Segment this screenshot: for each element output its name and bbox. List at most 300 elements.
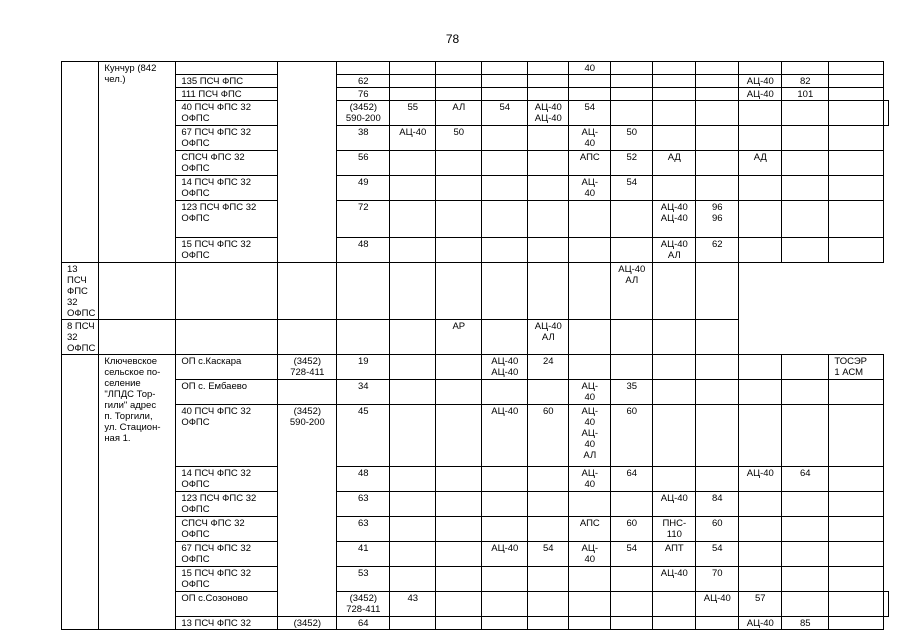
table-row	[62, 617, 889, 630]
table-cell: АЦ- 40	[569, 380, 611, 405]
table-cell	[782, 517, 829, 542]
table-cell	[569, 201, 611, 238]
table-row	[62, 101, 889, 126]
table-cell	[390, 467, 436, 492]
table-row	[62, 405, 889, 467]
table-cell: 96 96	[696, 201, 739, 238]
table-row	[62, 467, 889, 492]
table-cell: АЦ-40	[482, 542, 528, 567]
table-row	[62, 88, 889, 101]
table-cell	[436, 263, 482, 320]
table-row	[62, 62, 889, 75]
table-cell: 53	[337, 567, 390, 592]
table-cell	[436, 238, 482, 263]
table-cell	[829, 592, 884, 617]
table-cell	[569, 567, 611, 592]
table-cell	[337, 62, 390, 75]
table-cell: АЦ-40	[739, 617, 782, 630]
table-cell	[569, 320, 611, 355]
table-cell	[653, 405, 696, 467]
table-cell	[436, 201, 482, 238]
table-cell	[611, 492, 653, 517]
table-cell: 60	[528, 405, 569, 467]
table-cell	[436, 542, 482, 567]
table-cell	[739, 567, 782, 592]
table-cell	[528, 176, 569, 201]
table-cell	[390, 62, 436, 75]
table-cell	[829, 567, 884, 592]
table-cell	[99, 263, 176, 320]
table-cell	[62, 355, 99, 630]
table-cell: АЦ-40 АЦ-40	[528, 101, 569, 126]
table-cell	[696, 467, 739, 492]
table-cell: 64	[782, 467, 829, 492]
table-cell	[482, 263, 528, 320]
table-cell: 60	[611, 517, 653, 542]
table-cell: 54	[611, 176, 653, 201]
table-cell	[436, 75, 482, 88]
table-cell	[739, 542, 782, 567]
table-cell	[829, 101, 884, 126]
table-cell	[528, 263, 569, 320]
table-cell: 50	[436, 126, 482, 151]
table-cell	[884, 592, 889, 617]
table-cell: 63	[337, 517, 390, 542]
table-cell	[653, 176, 696, 201]
table-cell: 67 ПСЧ ФПС 32 ОФПС	[176, 542, 278, 567]
table-cell	[739, 62, 782, 75]
table-cell: АЦ- 40	[569, 467, 611, 492]
table-cell: 82	[782, 75, 829, 88]
table-cell	[829, 126, 884, 151]
table-cell: 8 ПСЧ 32 ОФПС	[62, 320, 99, 355]
table-cell	[782, 151, 829, 176]
table-cell	[390, 542, 436, 567]
table-cell: АЦ-40 АЛ	[653, 238, 696, 263]
table-cell	[611, 238, 653, 263]
table-cell	[436, 88, 482, 101]
table-cell	[696, 617, 739, 630]
table-cell	[611, 88, 653, 101]
fire-units-table	[61, 61, 889, 630]
table-cell: АЦ-40	[482, 405, 528, 467]
table-cell	[528, 567, 569, 592]
table-cell	[829, 88, 884, 101]
table-row	[62, 492, 889, 517]
table-cell	[653, 62, 696, 75]
table-cell	[278, 320, 337, 355]
table-row	[62, 592, 889, 617]
table-cell	[739, 355, 782, 380]
table-cell: АД	[653, 151, 696, 176]
table-cell: 54	[696, 542, 739, 567]
table-row	[62, 263, 889, 320]
table-cell	[829, 238, 884, 263]
table-cell: 48	[337, 238, 390, 263]
table-cell: 85	[782, 617, 829, 630]
table-cell	[390, 320, 436, 355]
table-cell	[390, 617, 436, 630]
table-cell: АПС	[569, 517, 611, 542]
table-row	[62, 380, 889, 405]
table-cell	[611, 355, 653, 380]
table-cell	[696, 75, 739, 88]
table-cell	[390, 517, 436, 542]
table-cell	[528, 517, 569, 542]
table-cell: 84	[696, 492, 739, 517]
table-row	[62, 201, 889, 238]
table-cell	[696, 263, 739, 320]
table-cell: АЦ-40 АЦ-40	[482, 355, 528, 380]
table-cell: 13 ПСЧ ФПС 32 ОФПС	[62, 263, 99, 320]
table-cell	[739, 126, 782, 151]
table-cell	[782, 567, 829, 592]
table-cell: 19	[337, 355, 390, 380]
table-cell: 48	[337, 467, 390, 492]
table-cell: 63	[337, 492, 390, 517]
table-cell	[482, 62, 528, 75]
table-cell	[482, 492, 528, 517]
table-cell	[569, 88, 611, 101]
table-cell: 123 ПСЧ ФПС 32 ОФПС	[176, 201, 278, 238]
table-cell: АЦ- 40	[569, 126, 611, 151]
table-cell	[653, 88, 696, 101]
table-cell	[696, 88, 739, 101]
table-cell	[569, 238, 611, 263]
table-cell	[278, 263, 337, 320]
table-cell: 72	[337, 201, 390, 238]
table-cell: АЦ-40	[653, 492, 696, 517]
table-cell: 56	[337, 151, 390, 176]
table-row	[62, 542, 889, 567]
table-cell: 54	[528, 542, 569, 567]
table-row	[62, 126, 889, 151]
table-cell	[696, 405, 739, 467]
table-cell	[829, 467, 884, 492]
table-cell	[569, 617, 611, 630]
table-cell	[829, 492, 884, 517]
table-cell	[829, 75, 884, 88]
table-cell	[696, 126, 739, 151]
table-cell	[782, 492, 829, 517]
table-cell: 50	[611, 126, 653, 151]
table-cell	[482, 126, 528, 151]
table-cell	[696, 320, 739, 355]
table-cell: (3452)	[278, 617, 337, 630]
table-cell	[611, 62, 653, 75]
table-cell	[436, 517, 482, 542]
table-cell: 70	[696, 567, 739, 592]
table-cell	[528, 62, 569, 75]
table-cell	[782, 542, 829, 567]
table-cell: 111 ПСЧ ФПС	[176, 88, 278, 101]
table-cell	[611, 75, 653, 88]
table-cell	[436, 567, 482, 592]
table-cell: 123 ПСЧ ФПС 32 ОФПС	[176, 492, 278, 517]
table-cell: ПНС- 110	[653, 517, 696, 542]
table-cell: 57	[739, 592, 782, 617]
table-cell: 14 ПСЧ ФПС 32 ОФПС	[176, 467, 278, 492]
table-cell	[436, 467, 482, 492]
table-cell: 24	[528, 355, 569, 380]
table-cell: 62	[337, 75, 390, 88]
table-cell	[739, 380, 782, 405]
table-cell	[739, 101, 782, 126]
table-cell	[739, 492, 782, 517]
table-cell	[482, 592, 528, 617]
table-cell	[390, 176, 436, 201]
table-row	[62, 75, 889, 88]
table-cell	[176, 320, 278, 355]
table-cell: 101	[782, 88, 829, 101]
table-cell	[528, 592, 569, 617]
table-cell: АЦ-40 АЛ	[611, 263, 653, 320]
table-cell: 40 ПСЧ ФПС 32 ОФПС	[176, 405, 278, 467]
table-cell	[528, 126, 569, 151]
table-cell: 62	[696, 238, 739, 263]
table-cell	[782, 62, 829, 75]
table-cell	[653, 320, 696, 355]
table-cell	[653, 617, 696, 630]
table-cell	[569, 75, 611, 88]
table-cell	[696, 151, 739, 176]
table-cell	[569, 355, 611, 380]
table-cell: 64	[337, 617, 390, 630]
table-cell	[653, 467, 696, 492]
table-cell	[739, 201, 782, 238]
table-cell	[696, 101, 739, 126]
table-cell: (3452) 590-200	[278, 405, 337, 617]
table-cell: АЦ-40	[739, 75, 782, 88]
table-cell	[482, 380, 528, 405]
table-cell: АЛ	[436, 101, 482, 126]
table-cell	[176, 263, 278, 320]
table-cell	[653, 126, 696, 151]
table-row	[62, 567, 889, 592]
table-cell	[739, 405, 782, 467]
table-cell: 49	[337, 176, 390, 201]
table-row	[62, 176, 889, 201]
table-cell: 135 ПСЧ ФПС	[176, 75, 278, 88]
table-cell	[528, 467, 569, 492]
table-cell	[829, 405, 884, 467]
table-cell	[337, 263, 390, 320]
table-cell	[739, 176, 782, 201]
table-cell	[884, 101, 889, 126]
table-cell	[569, 592, 611, 617]
table-cell	[436, 592, 482, 617]
table-cell: 34	[337, 380, 390, 405]
table-cell	[782, 355, 829, 380]
table-cell	[782, 405, 829, 467]
table-cell	[782, 592, 829, 617]
table-cell: АЦ-40 АЛ	[528, 320, 569, 355]
table-cell	[390, 75, 436, 88]
table-cell	[436, 151, 482, 176]
table-cell	[528, 617, 569, 630]
table-cell: 67 ПСЧ ФПС 32 ОФПС	[176, 126, 278, 151]
table-cell	[829, 380, 884, 405]
table-cell	[829, 176, 884, 201]
table-cell: 52	[611, 151, 653, 176]
table-cell: 40	[569, 62, 611, 75]
table-cell	[482, 567, 528, 592]
table-cell	[482, 151, 528, 176]
table-cell	[528, 380, 569, 405]
table-cell	[482, 201, 528, 238]
table-cell	[436, 176, 482, 201]
table-cell	[390, 492, 436, 517]
table-cell	[482, 88, 528, 101]
table-cell	[653, 355, 696, 380]
table-cell: (3452) 728-411	[278, 355, 337, 380]
table-cell: АЦ- 40	[569, 542, 611, 567]
table-cell	[739, 517, 782, 542]
table-cell: Кунчур (842 чел.)	[99, 62, 176, 263]
table-cell	[611, 320, 653, 355]
table-cell	[62, 62, 99, 263]
table-cell	[390, 567, 436, 592]
table-cell	[696, 355, 739, 380]
table-cell	[528, 88, 569, 101]
table-cell: (3452) 728-411	[337, 592, 390, 617]
table-cell	[528, 492, 569, 517]
table-row	[62, 320, 889, 355]
table-cell	[390, 151, 436, 176]
table-cell: 54	[611, 542, 653, 567]
table-cell	[653, 75, 696, 88]
table-cell	[482, 320, 528, 355]
table-cell	[611, 101, 653, 126]
table-cell	[436, 355, 482, 380]
table-row	[62, 151, 889, 176]
table-row	[62, 517, 889, 542]
table-cell: АЦ- 40 АЦ- 40 АЛ	[569, 405, 611, 467]
table-cell: 60	[611, 405, 653, 467]
table-cell	[278, 380, 337, 405]
table-cell: 35	[611, 380, 653, 405]
table-cell: 55	[390, 101, 436, 126]
table-cell	[653, 101, 696, 126]
table-cell	[390, 238, 436, 263]
table-cell: СПСЧ ФПС 32 ОФПС	[176, 151, 278, 176]
table-cell: 43	[390, 592, 436, 617]
table-cell	[739, 238, 782, 263]
table-cell	[436, 492, 482, 517]
table-cell	[696, 380, 739, 405]
table-cell	[696, 62, 739, 75]
table-cell	[482, 75, 528, 88]
table-cell: АР	[436, 320, 482, 355]
table-cell: 76	[337, 88, 390, 101]
table-cell: АЦ-40	[739, 88, 782, 101]
table-cell	[390, 405, 436, 467]
table-cell	[482, 617, 528, 630]
table-cell: 13 ПСЧ ФПС 32	[176, 617, 278, 630]
table-cell: Ключевское сельское по- селение "ЛПДС Тор- гили" адрес п. Торгили, ул. Стацион- ная 1.	[99, 355, 176, 630]
table-cell	[390, 201, 436, 238]
table-cell	[611, 592, 653, 617]
table-cell	[528, 201, 569, 238]
table-cell	[482, 238, 528, 263]
table-cell	[390, 355, 436, 380]
table-cell	[829, 542, 884, 567]
table-cell: (3452) 590-200	[337, 101, 390, 126]
table-cell: АЦ-40	[653, 567, 696, 592]
table-cell	[482, 176, 528, 201]
table-cell: АЦ-40	[390, 126, 436, 151]
table-cell	[829, 151, 884, 176]
table-cell: АЦ- 40	[569, 176, 611, 201]
table-cell: АД	[739, 151, 782, 176]
table-cell	[436, 617, 482, 630]
table-cell: АПТ	[653, 542, 696, 567]
table-cell	[829, 617, 884, 630]
table-cell: ОП с.Каскара	[176, 355, 278, 380]
table-cell	[482, 517, 528, 542]
table-cell	[390, 380, 436, 405]
table-cell	[653, 263, 696, 320]
table-cell	[482, 467, 528, 492]
table-cell: ОП с.Созоново	[176, 592, 278, 617]
table-cell: АЦ-40	[739, 467, 782, 492]
table-cell	[782, 101, 829, 126]
table-cell: 60	[696, 517, 739, 542]
table-cell: 15 ПСЧ ФПС 32 ОФПС	[176, 238, 278, 263]
table-cell	[653, 592, 696, 617]
table-cell: СПСЧ ФПС 32 ОФПС	[176, 517, 278, 542]
table-cell	[436, 380, 482, 405]
table-cell	[436, 405, 482, 467]
table-cell	[390, 88, 436, 101]
table-cell: ТОСЭР 1 АСМ	[829, 355, 884, 380]
table-cell	[829, 517, 884, 542]
table-cell	[782, 238, 829, 263]
table-cell	[611, 617, 653, 630]
table-cell	[528, 151, 569, 176]
table-cell	[337, 320, 390, 355]
table-row	[62, 355, 889, 380]
table-cell: 64	[611, 467, 653, 492]
page-number: 78	[445, 32, 460, 46]
table-cell: 54	[569, 101, 611, 126]
table-cell	[569, 263, 611, 320]
table-cell	[569, 492, 611, 517]
table-cell: 45	[337, 405, 390, 467]
table-cell	[390, 263, 436, 320]
table-cell	[99, 320, 176, 355]
table-cell: 54	[482, 101, 528, 126]
table-cell: АЦ-40	[696, 592, 739, 617]
table-cell: 14 ПСЧ ФПС 32 ОФПС	[176, 176, 278, 201]
table-cell	[436, 62, 482, 75]
table-cell	[528, 75, 569, 88]
table-cell	[782, 126, 829, 151]
table-cell	[782, 201, 829, 238]
table-cell	[528, 238, 569, 263]
table-cell	[653, 380, 696, 405]
table-cell: ОП с. Ембаево	[176, 380, 278, 405]
table-row	[62, 238, 889, 263]
table-cell: 40 ПСЧ ФПС 32 ОФПС	[176, 101, 278, 126]
table-cell	[176, 62, 278, 75]
table-cell: 38	[337, 126, 390, 151]
table-cell: АПС	[569, 151, 611, 176]
table-cell	[696, 176, 739, 201]
table-cell	[611, 567, 653, 592]
table-cell: 41	[337, 542, 390, 567]
table-cell	[829, 62, 884, 75]
